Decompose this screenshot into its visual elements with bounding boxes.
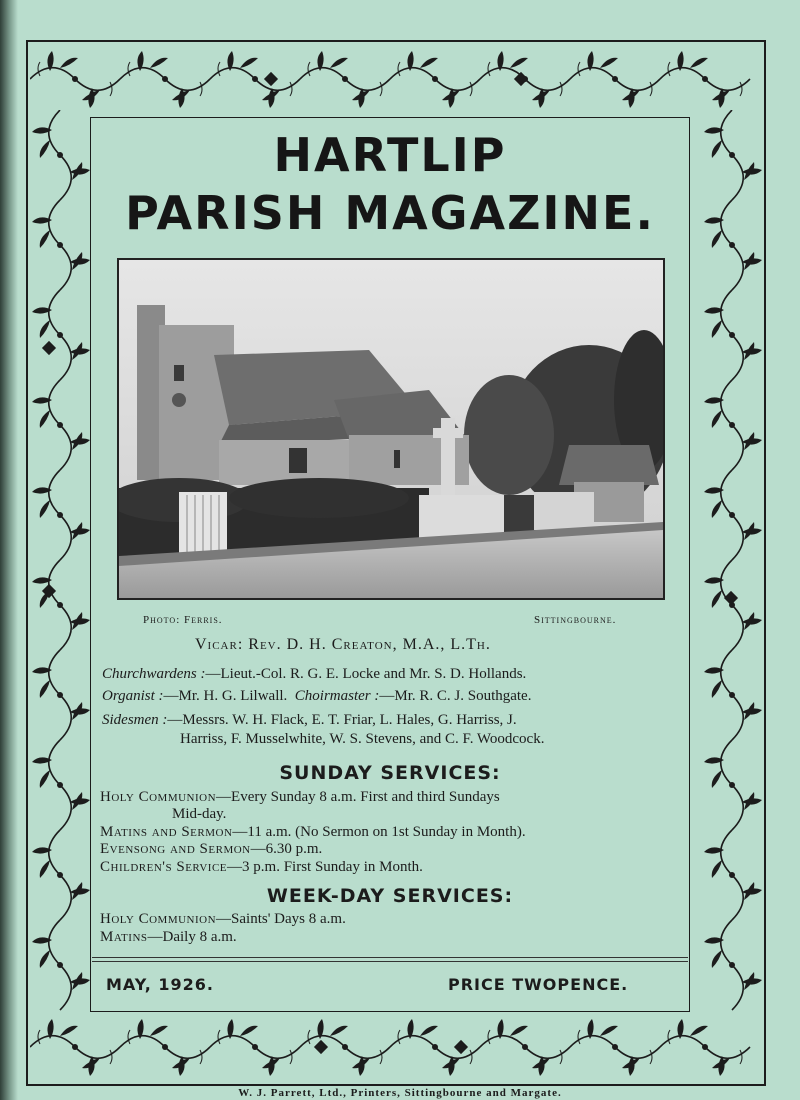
service-name: Evensong and Sermon (100, 841, 251, 857)
weekday-matins (100, 929, 237, 946)
choirmaster-label: Choirmaster : (294, 688, 380, 704)
sidesmen-names-2: Harriss, F. Musselwhite, W. S. Stevens, and C. F. Woodcock. (180, 731, 545, 747)
divider-rule (92, 961, 688, 962)
printer-credit: W. J. Parrett, Ltd., Printers, Sittingbourne and Margate. (238, 1087, 562, 1099)
service-detail: —11 a.m. (No Sermon on 1st Sunday in Month). (232, 824, 526, 840)
service-name: Holy Communion (100, 911, 217, 927)
service-name: Matins (100, 929, 148, 945)
sunday-services-heading: SUNDAY SERVICES: (279, 762, 501, 784)
weekday-services-heading: WEEK-DAY SERVICES: (266, 885, 514, 907)
service-detail: —Daily 8 a.m. (147, 929, 237, 945)
churchwardens-names: —Lieut.-Col. R. G. E. Locke and Mr. S. D. Hollands. (205, 666, 527, 682)
magazine-title-line1: HARTLIP (273, 128, 507, 182)
organist-name: —Mr. H. G. Lilwall. (163, 688, 288, 704)
sidesmen-line (102, 712, 517, 729)
floral-border-left (30, 110, 90, 1015)
service-matins-sermon (100, 824, 526, 841)
divider-rule (92, 957, 688, 958)
service-holy-communion-cont: Mid-day. (172, 806, 227, 822)
vicar-line: Vicar: Rev. D. H. Creaton, M.A., L.Th. (195, 636, 491, 653)
organist-label: Organist : (102, 688, 164, 704)
church-photograph (117, 258, 665, 600)
service-detail: —Every Sunday 8 a.m. First and third Sundays (216, 789, 500, 805)
magazine-title-line2: PARISH MAGAZINE. (125, 186, 655, 240)
service-name: Children's Service (100, 859, 228, 875)
service-evensong-sermon (100, 841, 322, 858)
floral-border-right (700, 110, 762, 1015)
service-holy-communion (100, 789, 500, 806)
page-binding-shadow (0, 0, 18, 1100)
service-name: Holy Communion (100, 789, 217, 805)
choirmaster-name: —Mr. R. C. J. Southgate. (379, 688, 532, 704)
weekday-holy-communion (100, 911, 346, 928)
floral-border-bottom (30, 1012, 762, 1082)
service-detail: —Saints' Days 8 a.m. (216, 911, 346, 927)
sidesmen-names-1: —Messrs. W. H. Flack, E. T. Friar, L. Hales, G. Harriss, J. (167, 712, 517, 728)
floral-border-top (30, 44, 762, 114)
issue-date: MAY, 1926. (106, 975, 214, 994)
service-name: Matins and Sermon (100, 824, 233, 840)
organist-line (102, 688, 531, 705)
photo-credit: Photo: Ferris. (143, 614, 223, 626)
service-detail: —6.30 p.m. (250, 841, 323, 857)
churchwardens-label: Churchwardens : (102, 666, 206, 682)
issue-price: PRICE TWOPENCE. (448, 975, 629, 994)
service-detail: —3 p.m. First Sunday in Month. (227, 859, 423, 875)
service-childrens (100, 859, 423, 876)
photo-location: Sittingbourne. (534, 614, 617, 626)
sidesmen-label: Sidesmen : (102, 712, 168, 728)
churchwardens-line (102, 666, 526, 683)
